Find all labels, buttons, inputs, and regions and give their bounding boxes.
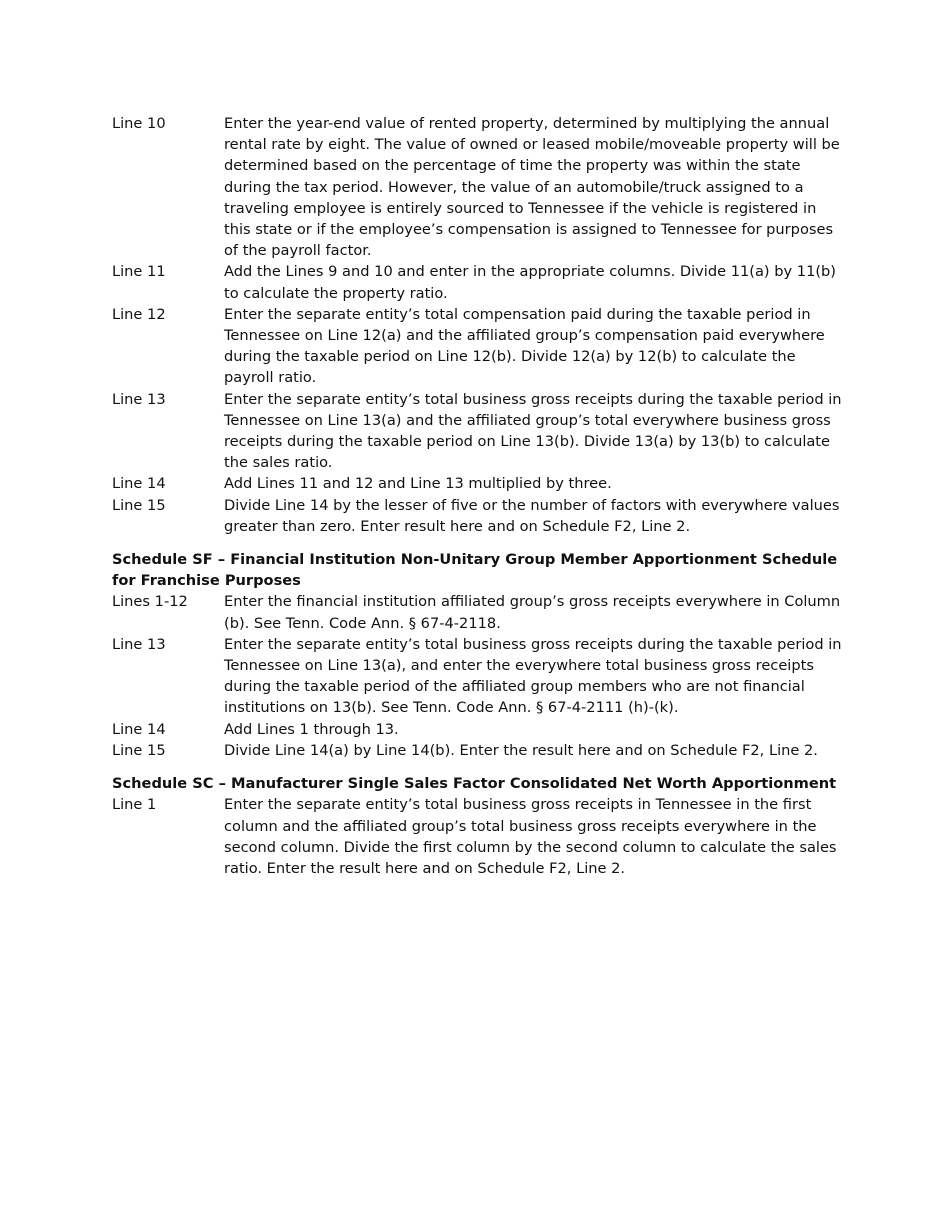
line-1-row: [112, 794, 844, 879]
line-instruction: Enter the financial institution affiliated group’s gross receipts everywhere in Column (b). See Tenn. Code Ann. § 67-4-2118.: [224, 593, 841, 632]
line-label: Line 15: [112, 496, 166, 514]
line-label: Line 15: [112, 741, 166, 759]
line-label: Line 13: [112, 635, 166, 653]
line-instruction: Enter the separate entity’s total compensation paid during the taxable period in Tennessee on Line 12(a) and the affiliated group’s compensation paid everywhere during the taxable period on Line 12(b). Divide 12(a) by 12(b) to calculate the payroll ratio.: [224, 305, 825, 387]
line-instruction: Divide Line 14 by the lesser of five or the number of factors with everywhere values greater than zero. Enter result here and on Schedule F2, Line 2.: [224, 496, 840, 535]
instructions-page: [112, 113, 844, 879]
line-label: Line 12: [112, 305, 166, 323]
line-instruction: Enter the separate entity’s total business gross receipts in Tennessee in the first column and the affiliated group’s total business gross receipts everywhere in the second column. Divide the first column by the second column to calculate the sales ratio. Enter the result here and on Schedule F2, Line 2.: [224, 796, 837, 877]
line-label: Line 11: [112, 263, 166, 281]
schedule-sc-section: [112, 773, 844, 879]
line-instruction: Enter the year-end value of rented property, determined by multiplying the annual rental rate by eight. The value of owned or leased mobile/moveable property will be determined based on the percentage of time the property was within the state during the tax period. However, the value of an automobile/truck assigned to a traveling employee is entirely sourced to Tennessee if the vehicle is registered in this state or if the employee’s compensation is assigned to Tennessee for purposes of the payroll factor.: [224, 115, 840, 260]
line-instruction: Add Lines 1 through 13.: [224, 720, 399, 738]
line-14-row: [112, 719, 844, 740]
line-label: Line 1: [112, 796, 157, 814]
line-15-row: [112, 740, 844, 761]
line-instruction: Enter the separate entity’s total business gross receipts during the taxable period in Tennessee on Line 13(a) and the affiliated group’s total everywhere business gross receipts during the taxable period on Line 13(b). Divide 13(a) by 13(b) to calculate the sales ratio.: [224, 390, 842, 472]
line-12-row: [112, 304, 844, 389]
property-payroll-sales-lines: [112, 113, 844, 537]
line-label: Line 10: [112, 115, 166, 132]
schedule-sc-heading: Schedule SC – Manufacturer Single Sales Factor Consolidated Net Worth Apportionment: [112, 775, 837, 793]
line-11-row: [112, 261, 844, 303]
lines-1-12-row: [112, 591, 844, 633]
line-14-row: [112, 473, 844, 494]
line-15-row: [112, 495, 844, 537]
line-instruction: Enter the separate entity’s total business gross receipts during the taxable period in Tennessee on Line 13(a), and enter the everywhere total business gross receipts during the taxable period of the affiliated group members who are not financial institutions on 13(b). See Tenn. Code Ann. § 67-4-2111 (h)-(k).: [224, 635, 842, 717]
schedule-sf-section: [112, 549, 844, 761]
line-13-row: [112, 634, 844, 719]
line-13-row: [112, 389, 844, 474]
line-instruction: Add Lines 11 and 12 and Line 13 multiplied by three.: [224, 475, 612, 493]
line-instruction: Add the Lines 9 and 10 and enter in the appropriate columns. Divide 11(a) by 11(b) to calculate the property ratio.: [224, 263, 837, 302]
line-label: Line 14: [112, 475, 166, 493]
line-label: Lines 1-12: [112, 593, 188, 611]
line-10-row: [112, 113, 844, 261]
schedule-sf-heading: Schedule SF – Financial Institution Non-Unitary Group Member Apportionment Schedule for Franchise Purposes: [112, 551, 838, 590]
line-instruction: Divide Line 14(a) by Line 14(b). Enter the result here and on Schedule F2, Line 2.: [224, 741, 818, 759]
line-label: Line 13: [112, 390, 166, 408]
line-label: Line 14: [112, 720, 166, 738]
